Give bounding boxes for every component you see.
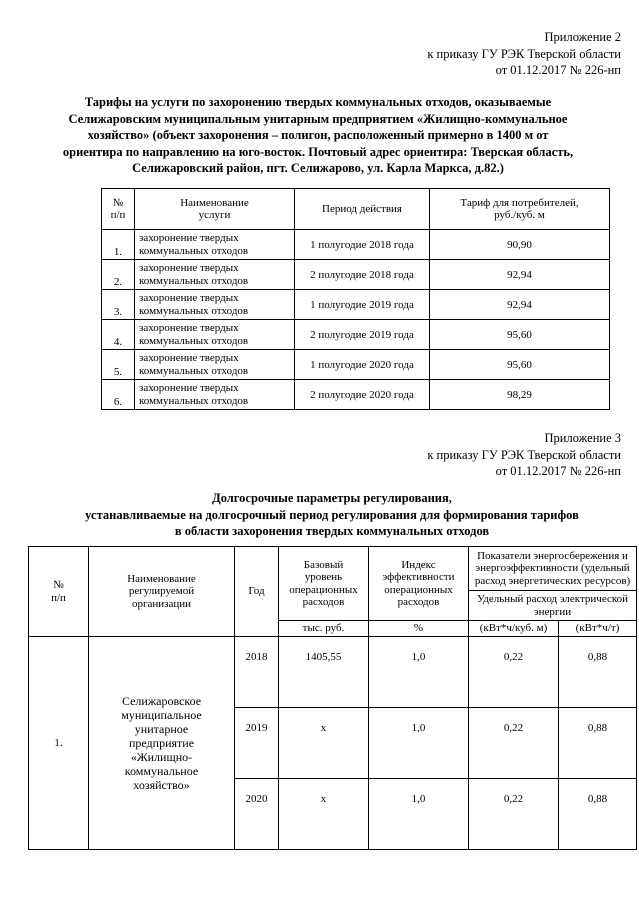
row-num: 1.: [29, 637, 89, 850]
row-num: 2.: [102, 260, 135, 290]
header-num: № п/п: [102, 189, 135, 230]
row-period: 2 полугодие 2018 года: [295, 260, 430, 290]
header-efficiency-index: Индекс эффективности операционных расходов: [369, 547, 469, 621]
header-year: Год: [235, 547, 279, 637]
row-kwh-t: 0,88: [559, 708, 637, 779]
header-num: № п/п: [29, 547, 89, 637]
tariffs-title: [20, 94, 616, 177]
row-tariff: 90,90: [430, 230, 610, 260]
row-service: захоронение твердых коммунальных отходов: [135, 350, 295, 380]
table-header-row: [29, 547, 637, 591]
unit-index: %: [369, 621, 469, 637]
row-tariff: 92,94: [430, 260, 610, 290]
row-kwh-m3: 0,22: [469, 637, 559, 708]
row-year: 2020: [235, 779, 279, 850]
title-line: ориентира по направлению на юго-восток. Почтовый адрес ориентира: Тверская область,: [62, 144, 574, 159]
appendix-3-label: Приложение 3: [544, 431, 621, 445]
row-organization: Селижаровское муниципальное унитарное предприятие «Жилищно- коммунальное хозяйство»: [89, 637, 235, 850]
row-period: 2 полугодие 2019 года: [295, 320, 430, 350]
parameters-table: [28, 546, 637, 850]
header-base-costs: Базовый уровень операционных расходов: [279, 547, 369, 621]
row-num: 1.: [102, 230, 135, 260]
unit-kwh-t: (кВт*ч/т): [559, 621, 637, 637]
row-service: захоронение твердых коммунальных отходов: [135, 230, 295, 260]
header-organization: Наименование регулируемой организации: [89, 547, 235, 637]
unit-kwh-m3: (кВт*ч/куб. м): [469, 621, 559, 637]
row-base: 1405,55: [279, 637, 369, 708]
row-service: захоронение твердых коммунальных отходов: [135, 290, 295, 320]
table-row: [102, 350, 610, 380]
table-header-row: [102, 189, 610, 230]
row-kwh-t: 0,88: [559, 637, 637, 708]
row-year: 2018: [235, 637, 279, 708]
row-num: 6.: [102, 380, 135, 410]
title-line: хозяйство» (объект захоронения – полигон, расположенный примерно в 1400 м от: [87, 128, 549, 142]
row-num: 3.: [102, 290, 135, 320]
title-line: Тарифы на услуги по захоронению твердых коммунальных отходов, оказываемые: [84, 95, 552, 109]
unit-base: тыс. руб.: [279, 621, 369, 637]
row-num: 5.: [102, 350, 135, 380]
table-row: [29, 637, 637, 708]
appendix-3-header: [427, 430, 621, 480]
title-line: Селижаровским муниципальным унитарным предприятием «Жилищно-коммунальное: [68, 111, 568, 126]
row-kwh-m3: 0,22: [469, 708, 559, 779]
row-tariff: 92,94: [430, 290, 610, 320]
header-service-name: Наименование услуги: [135, 189, 295, 230]
header-specific-consumption: Удельный расход электрической энергии: [469, 591, 637, 621]
appendix-2-label: Приложение 2: [544, 30, 621, 44]
row-kwh-t: 0,88: [559, 779, 637, 850]
appendix-2-date: от 01.12.2017 № 226-нп: [495, 63, 621, 77]
row-index: 1,0: [369, 708, 469, 779]
parameters-title: [28, 490, 636, 540]
table-row: [102, 260, 610, 290]
row-period: 1 полугодие 2020 года: [295, 350, 430, 380]
header-energy-indicators: Показатели энергосбережения и энергоэффективности (удельный расход энергетических ресурсов): [469, 547, 637, 591]
table-row: [102, 290, 610, 320]
row-base: x: [279, 708, 369, 779]
row-tariff: 98,29: [430, 380, 610, 410]
row-period: 2 полугодие 2020 года: [295, 380, 430, 410]
header-period: Период действия: [295, 189, 430, 230]
row-service: захоронение твердых коммунальных отходов: [135, 260, 295, 290]
table-row: [102, 320, 610, 350]
row-tariff: 95,60: [430, 320, 610, 350]
appendix-3-order: к приказу ГУ РЭК Тверской области: [427, 447, 621, 462]
row-base: x: [279, 779, 369, 850]
title-line: Долгосрочные параметры регулирования,: [212, 491, 452, 505]
row-tariff: 95,60: [430, 350, 610, 380]
title-line: Селижаровский район, пгт. Селижарово, ул. Карла Маркса, д.82.): [132, 161, 504, 175]
appendix-3-date: от 01.12.2017 № 226-нп: [495, 464, 621, 478]
appendix-2-header: [427, 29, 621, 79]
header-tariff: Тариф для потребителей, руб./куб. м: [430, 189, 610, 230]
row-period: 1 полугодие 2019 года: [295, 290, 430, 320]
row-period: 1 полугодие 2018 года: [295, 230, 430, 260]
row-year: 2019: [235, 708, 279, 779]
row-num: 4.: [102, 320, 135, 350]
title-line: устанавливаемые на долгосрочный период регулирования для формирования тарифов: [85, 507, 579, 522]
appendix-2-order: к приказу ГУ РЭК Тверской области: [427, 46, 621, 61]
table-row: [102, 230, 610, 260]
tariffs-table: [101, 188, 610, 410]
row-index: 1,0: [369, 779, 469, 850]
table-row: [102, 380, 610, 410]
title-line: в области захоронения твердых коммунальных отходов: [174, 524, 490, 538]
row-index: 1,0: [369, 637, 469, 708]
row-kwh-m3: 0,22: [469, 779, 559, 850]
row-service: захоронение твердых коммунальных отходов: [135, 320, 295, 350]
row-service: захоронение твердых коммунальных отходов: [135, 380, 295, 410]
